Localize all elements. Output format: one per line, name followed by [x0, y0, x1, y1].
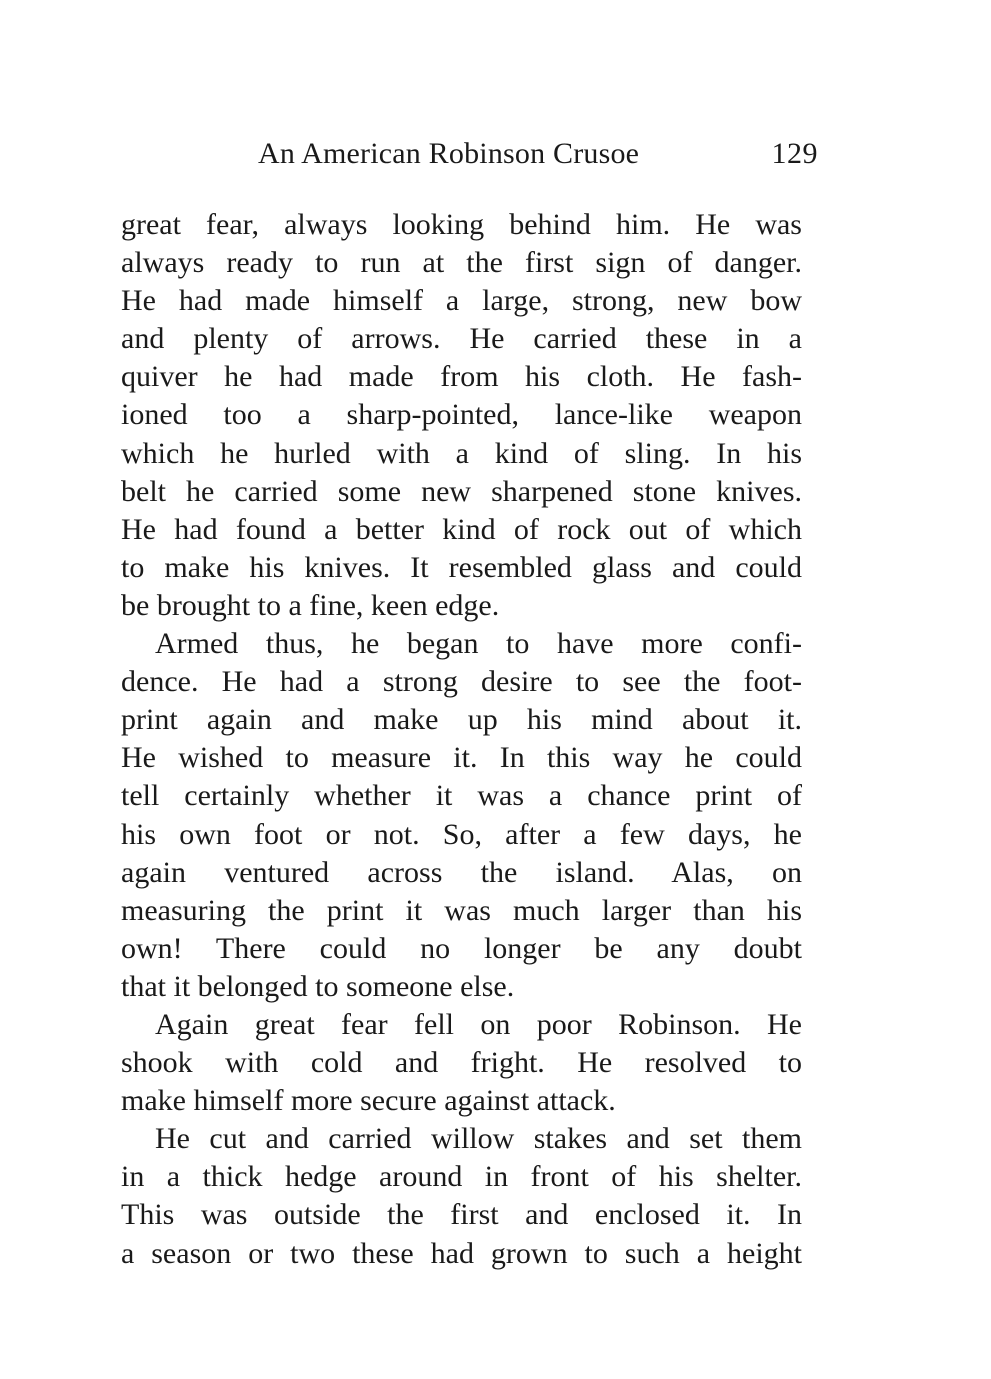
text-line: again ventured across the island. Alas, on — [121, 855, 802, 889]
paragraph — [121, 1120, 802, 1272]
text-line: and plenty of arrows. He carried these in a — [121, 322, 802, 356]
running-head — [258, 132, 818, 176]
paragraph — [121, 625, 802, 1006]
text-line: in a thick hedge around in front of his shelter. — [121, 1160, 802, 1194]
paragraph — [121, 206, 802, 625]
text-line: He cut and carried willow stakes and set them — [155, 1122, 802, 1156]
paragraph — [121, 1006, 802, 1120]
text-line: great fear, always looking behind him. He was — [121, 208, 802, 241]
text-line: This was outside the first and enclosed it. In — [121, 1198, 802, 1232]
text-line: dence. He had a strong desire to see the foot- — [121, 665, 802, 699]
text-line: to make his knives. It resembled glass and could — [121, 550, 802, 584]
text-line: that it belonged to someone else. — [121, 969, 515, 1003]
running-title: An American Robinson Crusoe — [258, 137, 640, 170]
page-number: 129 — [771, 137, 818, 170]
text-line: He had made himself a large, strong, new bow — [121, 284, 802, 318]
text-line: He had found a better kind of rock out of which — [121, 512, 802, 546]
text-line: print again and make up his mind about it. — [121, 703, 802, 737]
text-line: He wished to measure it. In this way he could — [121, 741, 802, 775]
text-line: ioned too a sharp-pointed, lance-like weapon — [121, 398, 802, 432]
text-line: be brought to a fine, keen edge. — [121, 588, 500, 622]
text-line: Again great fear fell on poor Robinson. He — [155, 1007, 802, 1041]
body-text — [121, 206, 802, 1273]
text-line: shook with cold and fright. He resolved to — [121, 1046, 802, 1080]
text-line: measuring the print it was much larger than his — [121, 893, 802, 927]
text-line: his own foot or not. So, after a few days, he — [121, 817, 802, 851]
text-line: Armed thus, he began to have more confi- — [155, 627, 802, 661]
text-line: make himself more secure against attack. — [121, 1084, 616, 1118]
text-line: tell certainly whether it was a chance print of — [121, 779, 802, 813]
text-line: own! There could no longer be any doubt — [121, 931, 802, 965]
text-line: always ready to run at the first sign of danger. — [121, 246, 802, 280]
text-line: a season or two these had grown to such a height — [121, 1236, 802, 1270]
text-line: quiver he had made from his cloth. He fash- — [121, 360, 802, 394]
text-line: which he hurled with a kind of sling. In his — [121, 436, 802, 470]
text-line: belt he carried some new sharpened stone knives. — [121, 474, 802, 508]
